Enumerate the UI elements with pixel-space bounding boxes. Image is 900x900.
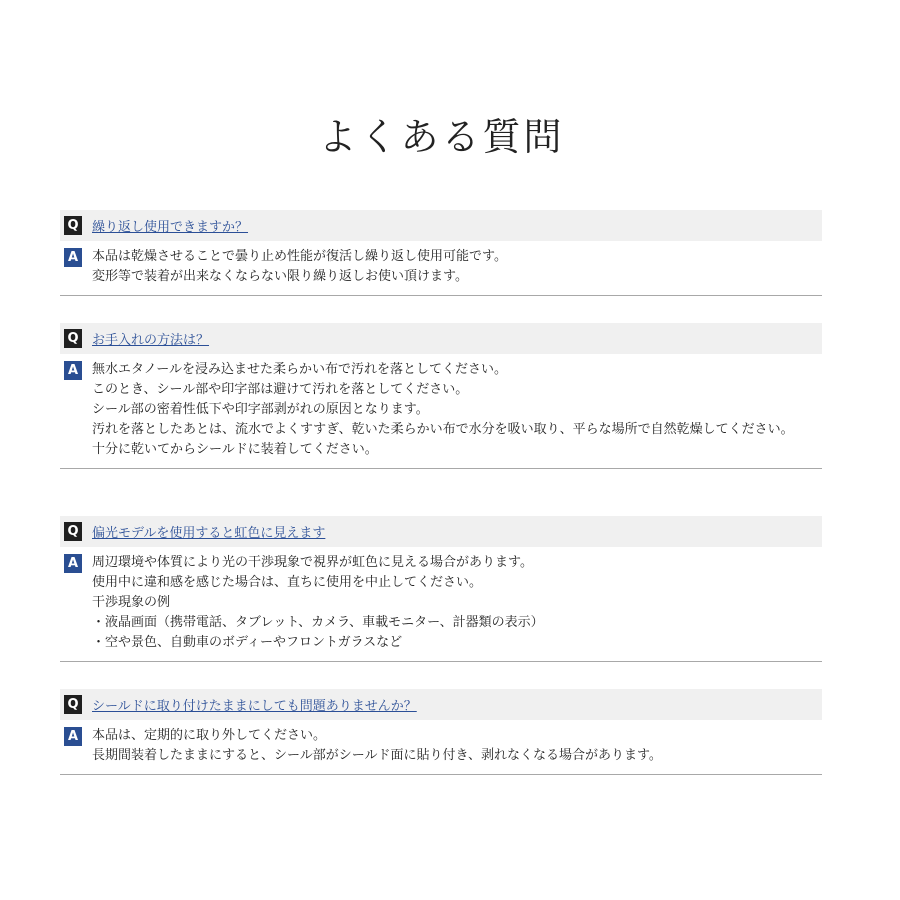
question-link[interactable]: 繰り返し使用できますか？ bbox=[92, 220, 249, 235]
answer-line: ・空や景色、自動車のボディーやフロントガラスなど bbox=[92, 635, 403, 650]
answer-badge: A bbox=[64, 554, 82, 573]
answer-line: このとき、シール部や印字部は避けて汚れを落としてください。 bbox=[92, 382, 469, 397]
question-badge: Q bbox=[64, 522, 82, 541]
question-row bbox=[60, 516, 822, 547]
answer-line: 無水エタノールを浸み込ませた柔らかい布で汚れを落としてください。 bbox=[92, 362, 507, 377]
answer-badge: A bbox=[64, 727, 82, 746]
answer-line: シール部の密着性低下や印字部剥がれの原因となります。 bbox=[92, 402, 429, 417]
question-row bbox=[60, 689, 822, 720]
answer-text bbox=[92, 726, 662, 766]
answer-line: 十分に乾いてからシールドに装着してください。 bbox=[92, 442, 378, 457]
faq-item bbox=[60, 516, 822, 662]
answer-line: 本品は乾燥させることで曇り止め性能が復活し繰り返し使用可能です。 bbox=[92, 249, 507, 264]
answer-line: 本品は、定期的に取り外してください。 bbox=[92, 728, 327, 743]
faq-item bbox=[60, 323, 822, 469]
answer-row bbox=[60, 354, 822, 469]
question-row bbox=[60, 323, 822, 354]
page-title: よくある質問 bbox=[318, 115, 565, 159]
answer-badge: A bbox=[64, 361, 82, 380]
faq-item bbox=[60, 689, 822, 775]
answer-line: 干渉現象の例 bbox=[92, 595, 171, 610]
answer-line: ・液晶画面（携帯電話、タブレット、カメラ、車載モニター、計器類の表示） bbox=[92, 615, 544, 630]
answer-line: 変形等で装着が出来なくならない限り繰り返しお使い頂けます。 bbox=[92, 269, 468, 284]
question-link[interactable]: シールドに取り付けたままにしても問題ありませんか？ bbox=[92, 699, 417, 714]
answer-line: 長期間装着したままにすると、シール部がシールド面に貼り付き、剥れなくなる場合があります。 bbox=[92, 748, 662, 763]
answer-line: 汚れを落としたあとは、流水でよくすすぎ、乾いた柔らかい布で水分を吸い取り、平らな場所で自然乾燥してください。 bbox=[92, 422, 794, 437]
answer-row bbox=[60, 547, 822, 662]
question-link[interactable]: 偏光モデルを使用すると虹色に見えます bbox=[92, 526, 326, 541]
answer-badge: A bbox=[64, 248, 82, 267]
answer-row bbox=[60, 241, 822, 296]
faq-item bbox=[60, 210, 822, 296]
answer-text bbox=[92, 360, 794, 460]
question-badge: Q bbox=[64, 329, 82, 348]
answer-line: 周辺環境や体質により光の干渉現象で視界が虹色に見える場合があります。 bbox=[92, 555, 533, 570]
question-row bbox=[60, 210, 822, 241]
answer-line: 使用中に違和感を感じた場合は、直ちに使用を中止してください。 bbox=[92, 575, 483, 590]
answer-text bbox=[92, 247, 507, 287]
question-link[interactable]: お手入れの方法は？ bbox=[92, 333, 210, 348]
question-badge: Q bbox=[64, 695, 82, 714]
question-badge: Q bbox=[64, 216, 82, 235]
answer-text bbox=[92, 553, 544, 653]
answer-row bbox=[60, 720, 822, 775]
